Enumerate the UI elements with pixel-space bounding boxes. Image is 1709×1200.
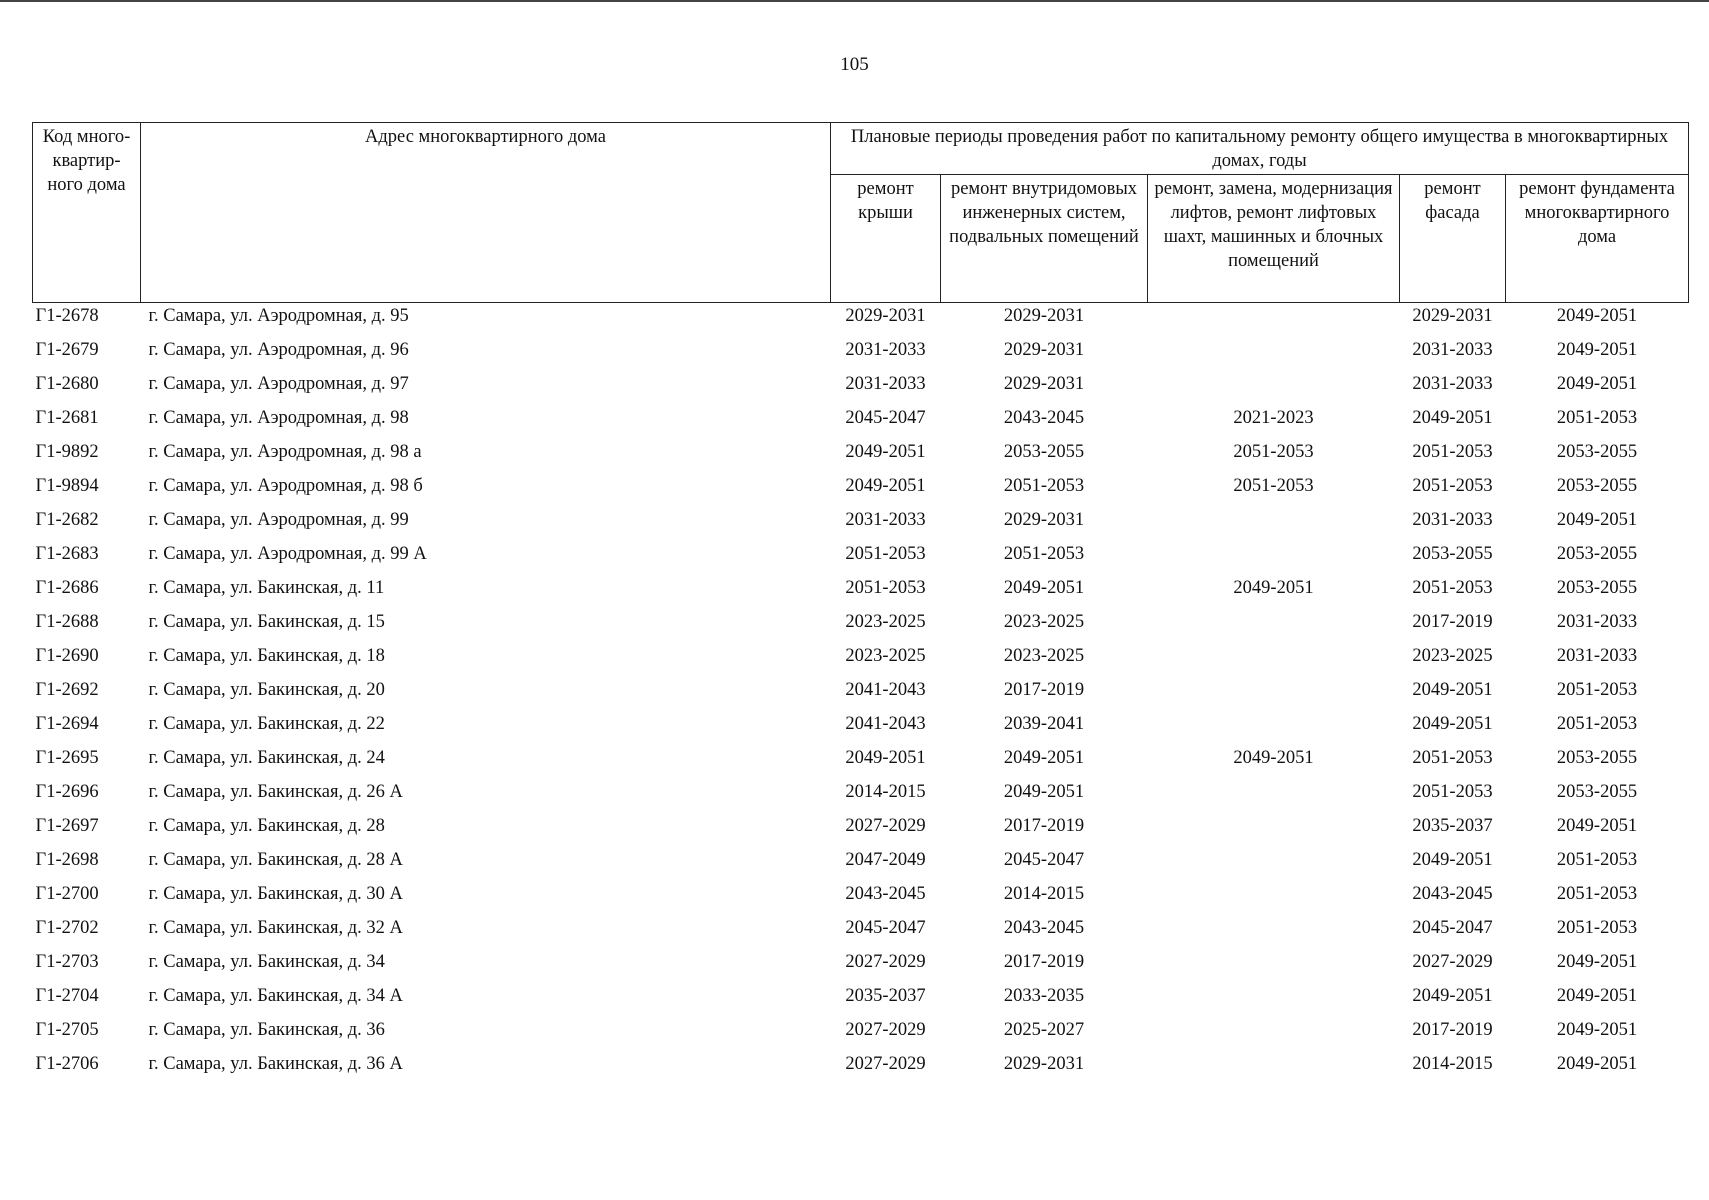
cell-roof: 2049-2051	[845, 476, 926, 496]
cell-roof: 2029-2031	[845, 306, 926, 326]
header-engineering: ремонт внутридомовых инженерных систем, подвальных помещений	[941, 175, 1148, 303]
cell-address	[141, 952, 831, 986]
cell-lifts	[1148, 303, 1400, 341]
address-text: г. Самара, ул. Аэродромная, д. 99 А	[148, 544, 427, 564]
cell-roof: 2027-2029	[845, 1020, 926, 1040]
cell-lifts	[1148, 1054, 1400, 1088]
table-row	[33, 680, 1689, 714]
cell-foundation: 2049-2051	[1556, 1020, 1638, 1040]
address-text: г. Самара, ул. Бакинская, д. 34 А	[148, 986, 403, 1006]
cell-foundation: 2053-2055	[1556, 442, 1638, 462]
cell-lifts	[1148, 884, 1400, 918]
cell-facade: 2031-2033	[1412, 374, 1493, 394]
address-text: г. Самара, ул. Бакинская, д. 36	[148, 1020, 385, 1040]
cell-lifts: 2049-2051	[1233, 578, 1314, 598]
cell-address	[141, 918, 831, 952]
cell-lifts	[1148, 918, 1400, 952]
table-row	[33, 952, 1689, 986]
cell-facade: 2051-2053	[1412, 578, 1493, 598]
cell-foundation: 2049-2051	[1556, 306, 1638, 326]
cell-lifts	[1148, 646, 1400, 680]
cell-foundation: 2051-2053	[1556, 714, 1638, 734]
cell-foundation: 2051-2053	[1556, 408, 1638, 428]
cell-roof: 2027-2029	[845, 952, 926, 972]
cell-lifts	[1148, 1020, 1400, 1054]
cell-roof: 2041-2043	[845, 680, 926, 700]
cell-roof: 2045-2047	[845, 918, 926, 938]
cell-lifts: 2049-2051	[1233, 748, 1314, 768]
cell-lifts	[1148, 986, 1400, 1020]
top-rule	[0, 0, 1709, 2]
table-row	[33, 340, 1689, 374]
address-text: г. Самара, ул. Бакинская, д. 20	[148, 680, 385, 700]
cell-engineering: 2049-2051	[1003, 748, 1085, 768]
cell-lifts: 2051-2053	[1233, 442, 1314, 462]
table-row	[33, 918, 1689, 952]
address-text: г. Самара, ул. Бакинская, д. 28 А	[148, 850, 403, 870]
cell-code: Г1-2698	[35, 850, 99, 870]
cell-address	[141, 510, 831, 544]
cell-foundation: 2049-2051	[1556, 952, 1638, 972]
cell-lifts	[1148, 340, 1400, 374]
address-text: г. Самара, ул. Аэродромная, д. 98	[148, 408, 409, 428]
cell-engineering: 2049-2051	[1003, 578, 1085, 598]
cell-foundation: 2053-2055	[1556, 476, 1638, 496]
cell-code: Г1-2679	[35, 340, 99, 360]
cell-facade: 2051-2053	[1412, 782, 1493, 802]
address-text: г. Самара, ул. Бакинская, д. 32 А	[148, 918, 403, 938]
address-text: г. Самара, ул. Бакинская, д. 30 А	[148, 884, 403, 904]
cell-engineering: 2017-2019	[1003, 680, 1085, 700]
cell-address	[141, 476, 831, 510]
cell-engineering: 2033-2035	[1003, 986, 1085, 1006]
cell-address	[141, 340, 831, 374]
cell-foundation: 2049-2051	[1556, 510, 1638, 530]
cell-facade: 2029-2031	[1412, 306, 1493, 326]
cell-code: Г1-2702	[35, 918, 99, 938]
header-periods-group: Плановые периоды проведения работ по капитальному ремонту общего имущества в многоквартирных домах, годы	[831, 123, 1689, 175]
cell-roof: 2043-2045	[845, 884, 926, 904]
cell-engineering: 2029-2031	[1003, 306, 1085, 326]
cell-code: Г1-2694	[35, 714, 99, 734]
table-row	[33, 1020, 1689, 1054]
cell-code: Г1-2704	[35, 986, 99, 1006]
cell-code: Г1-2682	[35, 510, 99, 530]
cell-code: Г1-2686	[35, 578, 99, 598]
table-row	[33, 476, 1689, 510]
cell-code: Г1-2705	[35, 1020, 99, 1040]
cell-foundation: 2049-2051	[1556, 374, 1638, 394]
cell-code: Г1-2692	[35, 680, 99, 700]
cell-address	[141, 612, 831, 646]
cell-foundation: 2053-2055	[1556, 748, 1638, 768]
cell-facade: 2023-2025	[1412, 646, 1493, 666]
cell-code: Г1-2697	[35, 816, 99, 836]
cell-lifts	[1148, 680, 1400, 714]
cell-engineering: 2029-2031	[1003, 1054, 1085, 1074]
cell-roof: 2051-2053	[845, 544, 926, 564]
cell-roof: 2049-2051	[845, 442, 926, 462]
cell-foundation: 2049-2051	[1556, 340, 1638, 360]
table-row	[33, 646, 1689, 680]
table-row	[33, 782, 1689, 816]
cell-engineering: 2045-2047	[1003, 850, 1085, 870]
table-row	[33, 578, 1689, 612]
cell-lifts	[1148, 714, 1400, 748]
cell-lifts	[1148, 782, 1400, 816]
cell-code: Г1-2678	[35, 306, 99, 326]
cell-roof: 2031-2033	[845, 510, 926, 530]
cell-lifts	[1148, 544, 1400, 578]
cell-code: Г1-9892	[35, 442, 99, 462]
cell-code: Г1-9894	[35, 476, 99, 496]
cell-lifts	[1148, 612, 1400, 646]
cell-address	[141, 408, 831, 442]
cell-address	[141, 850, 831, 884]
cell-foundation: 2049-2051	[1556, 1054, 1638, 1074]
cell-roof: 2051-2053	[845, 578, 926, 598]
cell-address	[141, 782, 831, 816]
cell-address	[141, 544, 831, 578]
table-row	[33, 986, 1689, 1020]
capital-repair-schedule-table	[32, 122, 1689, 1088]
cell-facade: 2053-2055	[1412, 544, 1493, 564]
cell-engineering: 2043-2045	[1003, 918, 1085, 938]
table-row	[33, 544, 1689, 578]
cell-facade: 2031-2033	[1412, 510, 1493, 530]
cell-roof: 2031-2033	[845, 374, 926, 394]
cell-roof: 2027-2029	[845, 816, 926, 836]
cell-facade: 2049-2051	[1412, 850, 1493, 870]
address-text: г. Самара, ул. Бакинская, д. 36 А	[148, 1054, 403, 1074]
cell-address	[141, 1020, 831, 1054]
cell-roof: 2031-2033	[845, 340, 926, 360]
address-text: г. Самара, ул. Аэродромная, д. 98 б	[148, 476, 423, 496]
cell-code: Г1-2690	[35, 646, 99, 666]
cell-roof: 2045-2047	[845, 408, 926, 428]
cell-code: Г1-2688	[35, 612, 99, 632]
cell-engineering: 2017-2019	[1003, 816, 1085, 836]
header-code: Код много-квартир-ного дома	[33, 123, 141, 303]
table-row	[33, 816, 1689, 850]
cell-foundation: 2051-2053	[1556, 850, 1638, 870]
address-text: г. Самара, ул. Бакинская, д. 28	[148, 816, 385, 836]
cell-foundation: 2053-2055	[1556, 578, 1638, 598]
address-text: г. Самара, ул. Аэродромная, д. 95	[148, 306, 409, 326]
cell-code: Г1-2706	[35, 1054, 99, 1074]
cell-foundation: 2053-2055	[1556, 544, 1638, 564]
cell-address	[141, 578, 831, 612]
cell-facade: 2049-2051	[1412, 986, 1493, 1006]
cell-lifts	[1148, 816, 1400, 850]
address-text: г. Самара, ул. Бакинская, д. 11	[148, 578, 385, 598]
address-text: г. Самара, ул. Бакинская, д. 34	[148, 952, 385, 972]
table-row	[33, 374, 1689, 408]
cell-lifts	[1148, 850, 1400, 884]
cell-facade: 2045-2047	[1412, 918, 1493, 938]
cell-lifts: 2051-2053	[1233, 476, 1314, 496]
cell-address	[141, 884, 831, 918]
cell-lifts	[1148, 510, 1400, 544]
cell-facade: 2049-2051	[1412, 408, 1493, 428]
cell-lifts	[1148, 374, 1400, 408]
header-address: Адрес многоквартирного дома	[141, 123, 831, 303]
cell-roof: 2049-2051	[845, 748, 926, 768]
cell-address	[141, 303, 831, 341]
header-lifts: ремонт, замена, модернизация лифтов, ремонт лифтовых шахт, машинных и блочных помещений	[1148, 175, 1400, 303]
cell-engineering: 2017-2019	[1003, 952, 1085, 972]
cell-facade: 2017-2019	[1412, 1020, 1493, 1040]
table-row	[33, 612, 1689, 646]
table-header	[33, 123, 1689, 303]
page-number: 105	[840, 54, 869, 75]
address-text: г. Самара, ул. Бакинская, д. 18	[148, 646, 385, 666]
cell-facade: 2031-2033	[1412, 340, 1493, 360]
table-row	[33, 850, 1689, 884]
cell-engineering: 2023-2025	[1003, 646, 1085, 666]
cell-foundation: 2053-2055	[1556, 782, 1638, 802]
cell-address	[141, 646, 831, 680]
table-row	[33, 442, 1689, 476]
cell-roof: 2035-2037	[845, 986, 926, 1006]
cell-address	[141, 986, 831, 1020]
cell-foundation: 2049-2051	[1556, 986, 1638, 1006]
cell-code: Г1-2683	[35, 544, 99, 564]
table-row	[33, 884, 1689, 918]
cell-roof: 2047-2049	[845, 850, 926, 870]
cell-engineering: 2014-2015	[1003, 884, 1085, 904]
cell-engineering: 2039-2041	[1003, 714, 1085, 734]
cell-engineering: 2053-2055	[1003, 442, 1085, 462]
cell-facade: 2043-2045	[1412, 884, 1493, 904]
cell-engineering: 2049-2051	[1003, 782, 1085, 802]
cell-code: Г1-2700	[35, 884, 99, 904]
cell-engineering: 2025-2027	[1003, 1020, 1085, 1040]
cell-engineering: 2029-2031	[1003, 510, 1085, 530]
cell-address	[141, 816, 831, 850]
cell-facade: 2049-2051	[1412, 680, 1493, 700]
cell-engineering: 2051-2053	[1003, 544, 1085, 564]
cell-facade: 2035-2037	[1412, 816, 1493, 836]
table-row	[33, 714, 1689, 748]
address-text: г. Самара, ул. Аэродромная, д. 96	[148, 340, 409, 360]
cell-address	[141, 1054, 831, 1088]
cell-engineering: 2029-2031	[1003, 340, 1085, 360]
cell-facade: 2017-2019	[1412, 612, 1493, 632]
address-text: г. Самара, ул. Аэродромная, д. 98 а	[148, 442, 422, 462]
cell-code: Г1-2703	[35, 952, 99, 972]
table-body	[33, 303, 1689, 1089]
address-text: г. Самара, ул. Бакинская, д. 15	[148, 612, 385, 632]
table-row	[33, 408, 1689, 442]
cell-facade: 2051-2053	[1412, 442, 1493, 462]
cell-code: Г1-2681	[35, 408, 99, 428]
table-row	[33, 748, 1689, 782]
address-text: г. Самара, ул. Аэродромная, д. 99	[148, 510, 409, 530]
cell-facade: 2051-2053	[1412, 748, 1493, 768]
cell-code: Г1-2695	[35, 748, 99, 768]
cell-engineering: 2023-2025	[1003, 612, 1085, 632]
cell-lifts	[1148, 952, 1400, 986]
header-facade: ремонт фасада	[1400, 175, 1506, 303]
address-text: г. Самара, ул. Бакинская, д. 24	[148, 748, 385, 768]
header-roof: ремонт крыши	[831, 175, 941, 303]
cell-roof: 2023-2025	[845, 612, 926, 632]
header-foundation: ремонт фундамента многоквартирного дома	[1506, 175, 1689, 303]
address-text: г. Самара, ул. Бакинская, д. 26 А	[148, 782, 403, 802]
cell-address	[141, 748, 831, 782]
cell-roof: 2027-2029	[845, 1054, 926, 1074]
cell-engineering: 2029-2031	[1003, 374, 1085, 394]
cell-engineering: 2043-2045	[1003, 408, 1085, 428]
cell-facade: 2027-2029	[1412, 952, 1493, 972]
cell-roof: 2023-2025	[845, 646, 926, 666]
cell-code: Г1-2696	[35, 782, 99, 802]
table-row	[33, 1054, 1689, 1088]
address-text: г. Самара, ул. Аэродромная, д. 97	[148, 374, 409, 394]
cell-roof: 2014-2015	[845, 782, 926, 802]
cell-facade: 2051-2053	[1412, 476, 1493, 496]
cell-address	[141, 442, 831, 476]
cell-code: Г1-2680	[35, 374, 99, 394]
cell-foundation: 2051-2053	[1556, 918, 1638, 938]
table-row	[33, 510, 1689, 544]
address-text: г. Самара, ул. Бакинская, д. 22	[148, 714, 385, 734]
cell-facade: 2014-2015	[1412, 1054, 1493, 1074]
cell-roof: 2041-2043	[845, 714, 926, 734]
cell-address	[141, 374, 831, 408]
cell-address	[141, 714, 831, 748]
cell-lifts: 2021-2023	[1233, 408, 1314, 428]
cell-foundation: 2051-2053	[1556, 680, 1638, 700]
cell-foundation: 2051-2053	[1556, 884, 1638, 904]
cell-engineering: 2051-2053	[1003, 476, 1085, 496]
cell-foundation: 2031-2033	[1556, 612, 1638, 632]
cell-foundation: 2049-2051	[1556, 816, 1638, 836]
table-row	[33, 303, 1689, 341]
cell-foundation: 2031-2033	[1556, 646, 1638, 666]
cell-address	[141, 680, 831, 714]
cell-facade: 2049-2051	[1412, 714, 1493, 734]
